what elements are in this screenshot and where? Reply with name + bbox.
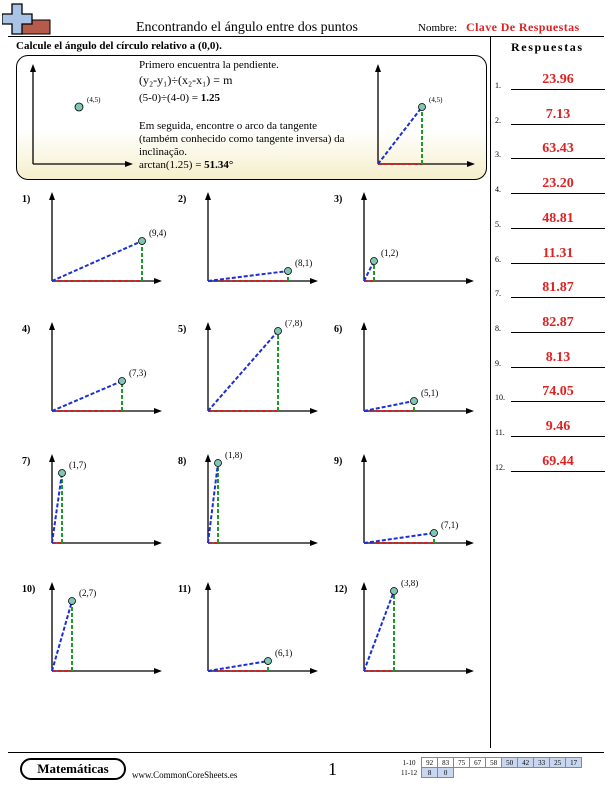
example-axes-right bbox=[375, 64, 475, 167]
y-axis-arrow bbox=[49, 192, 55, 200]
answer-row bbox=[495, 70, 605, 90]
point-label: (7,3) bbox=[129, 368, 147, 378]
x-axis-arrow bbox=[154, 668, 162, 674]
hypotenuse bbox=[52, 241, 142, 281]
point-marker bbox=[215, 460, 222, 467]
example-graphs bbox=[17, 56, 488, 181]
problem-number: 8) bbox=[178, 456, 187, 467]
answer-column-divider bbox=[490, 36, 491, 748]
y-axis-arrow bbox=[361, 582, 367, 590]
problem-11 bbox=[178, 580, 328, 680]
problem-6 bbox=[334, 320, 484, 420]
name-value: Clave De Respuestas bbox=[466, 20, 580, 34]
point-label: (5,1) bbox=[421, 388, 439, 398]
point-marker bbox=[411, 398, 418, 405]
score-cell: 75 bbox=[454, 758, 470, 768]
score-row-label: 11-12 bbox=[401, 768, 418, 777]
problem-7 bbox=[22, 452, 172, 552]
x-axis-arrow bbox=[310, 408, 318, 414]
problem-graph bbox=[178, 452, 328, 552]
example-step2-line1: Em seguida, encontre o arco da tangente bbox=[139, 120, 318, 132]
x-axis-arrow bbox=[466, 278, 474, 284]
answer-number: 8. bbox=[495, 323, 501, 333]
answer-number: 1. bbox=[495, 81, 501, 90]
hypotenuse bbox=[208, 661, 268, 671]
problem-graph bbox=[22, 190, 172, 290]
answer-row bbox=[495, 139, 605, 159]
problem-graph bbox=[334, 452, 484, 552]
answer-value: 11.31 bbox=[542, 245, 574, 261]
problem-1 bbox=[22, 190, 172, 290]
y-axis-arrow bbox=[361, 454, 367, 462]
score-cell: 42 bbox=[518, 758, 534, 768]
answer-number: 4. bbox=[495, 185, 501, 195]
problem-8 bbox=[178, 452, 328, 552]
x-axis-arrow bbox=[154, 408, 162, 414]
score-row bbox=[398, 768, 582, 778]
point-marker bbox=[391, 588, 398, 595]
hypotenuse bbox=[208, 331, 278, 411]
problem-graph bbox=[334, 190, 484, 290]
answer-number: 12. bbox=[495, 462, 505, 472]
y-axis-arrow bbox=[205, 322, 211, 330]
answer-line bbox=[511, 124, 605, 125]
example-box bbox=[16, 55, 487, 180]
score-row bbox=[398, 758, 582, 768]
hypotenuse bbox=[52, 381, 122, 411]
x-axis-arrow bbox=[466, 540, 474, 546]
brand-badge: Matemáticas bbox=[20, 758, 126, 780]
page-number: 1 bbox=[328, 759, 337, 779]
problem-number: 2) bbox=[178, 194, 187, 205]
problem-number: 10) bbox=[22, 584, 36, 595]
example-point-right bbox=[419, 104, 426, 111]
problem-number: 6) bbox=[334, 324, 343, 335]
score-table bbox=[398, 757, 582, 778]
problem-number: 4) bbox=[22, 324, 31, 335]
point-label: (3,8) bbox=[401, 580, 419, 588]
answer-line bbox=[511, 436, 605, 437]
answer-value: 82.87 bbox=[542, 314, 574, 330]
hypotenuse bbox=[52, 473, 62, 543]
y-axis-arrow bbox=[205, 192, 211, 200]
answer-value: 23.96 bbox=[542, 72, 574, 87]
problem-5 bbox=[178, 320, 328, 420]
answer-row bbox=[495, 278, 605, 298]
point-label: (1,8) bbox=[225, 452, 243, 460]
answer-value: 7.13 bbox=[545, 106, 571, 122]
x-axis-arrow bbox=[154, 278, 162, 284]
point-label: (7,1) bbox=[441, 520, 459, 530]
example-hypotenuse bbox=[378, 107, 422, 164]
score-cell: 17 bbox=[566, 758, 582, 768]
answer-value: 23.20 bbox=[542, 176, 574, 192]
point-label: (2,7) bbox=[79, 588, 97, 598]
point-marker bbox=[119, 378, 126, 385]
y-axis-arrow bbox=[49, 322, 55, 330]
answer-row bbox=[495, 105, 605, 125]
problem-graph bbox=[22, 320, 172, 420]
point-marker bbox=[431, 530, 438, 537]
answer-line bbox=[511, 297, 605, 298]
answer-line bbox=[511, 471, 605, 472]
problem-number: 12) bbox=[334, 584, 348, 595]
example-point-left bbox=[75, 103, 83, 111]
answer-row bbox=[495, 209, 605, 229]
example-arctan-calc: arctan(1.25) = 51.34° bbox=[139, 159, 234, 171]
problem-2 bbox=[178, 190, 328, 290]
answer-line bbox=[511, 193, 605, 194]
score-cell: 83 bbox=[438, 758, 454, 768]
score-cell: 58 bbox=[486, 758, 502, 768]
score-cell: 8 bbox=[422, 768, 438, 778]
hypotenuse bbox=[208, 463, 218, 543]
score-cell: 50 bbox=[502, 758, 518, 768]
answer-value: 81.87 bbox=[542, 280, 574, 296]
answer-line bbox=[511, 367, 605, 368]
answer-number: 7. bbox=[495, 289, 501, 299]
plus-logo-icon bbox=[2, 2, 54, 40]
y-axis-arrow bbox=[361, 322, 367, 330]
point-label: (6,1) bbox=[275, 648, 293, 658]
answer-value: 8.13 bbox=[545, 349, 571, 365]
point-marker bbox=[59, 470, 66, 477]
y-axis-arrow bbox=[361, 192, 367, 200]
page-title: Encontrando el ángulo entre dos puntos bbox=[136, 20, 359, 35]
point-label: (1,7) bbox=[69, 460, 87, 470]
problem-graph bbox=[178, 190, 328, 290]
problem-graph bbox=[334, 580, 484, 680]
answer-row bbox=[495, 244, 605, 264]
answer-row bbox=[495, 417, 605, 437]
answer-line bbox=[511, 158, 605, 159]
point-label: (7,8) bbox=[285, 320, 303, 328]
problem-graph bbox=[178, 580, 328, 680]
answer-number: 11. bbox=[495, 428, 505, 437]
y-axis-arrow bbox=[205, 454, 211, 462]
answer-value: 63.43 bbox=[542, 141, 574, 157]
problem-10 bbox=[22, 580, 172, 680]
problem-number: 9) bbox=[334, 456, 343, 467]
point-label: (1,2) bbox=[381, 248, 399, 258]
example-step2-line3: inclinação. bbox=[139, 146, 187, 158]
point-label: (9,4) bbox=[149, 228, 167, 238]
answer-row bbox=[495, 174, 605, 194]
answer-value: 74.05 bbox=[542, 384, 574, 400]
score-row-label: 1-10 bbox=[402, 758, 416, 767]
point-marker bbox=[265, 658, 272, 665]
answer-line bbox=[511, 89, 605, 90]
example-axes-left bbox=[30, 64, 133, 167]
y-axis-arrow bbox=[205, 582, 211, 590]
example-slope-formula: (y₂-y₁)÷(x₂-x₁) = m bbox=[139, 73, 233, 87]
point-marker bbox=[371, 258, 378, 265]
problem-graph bbox=[178, 320, 328, 420]
problem-number: 5) bbox=[178, 324, 187, 335]
score-cell: 67 bbox=[470, 758, 486, 768]
answer-line bbox=[511, 332, 605, 333]
x-axis-arrow bbox=[310, 540, 318, 546]
instruction-text: Calcule el ángulo del círculo relativo a (0,0). bbox=[16, 40, 222, 52]
x-axis-arrow bbox=[154, 540, 162, 546]
answer-number: 9. bbox=[495, 358, 501, 368]
answer-number: 10. bbox=[495, 393, 505, 403]
problem-9 bbox=[334, 452, 484, 552]
answer-value: 9.46 bbox=[545, 419, 571, 434]
point-marker bbox=[275, 328, 282, 335]
problem-number: 1) bbox=[22, 194, 31, 205]
answer-number: 6. bbox=[495, 254, 501, 264]
name-label: Nombre: bbox=[418, 22, 458, 34]
example-slope-calc: (5-0)÷(4-0) = 1.25 bbox=[139, 92, 220, 104]
hypotenuse bbox=[52, 601, 72, 671]
answers-header: Respuestas bbox=[511, 40, 584, 54]
problem-graph bbox=[22, 452, 172, 552]
example-point-label-right: (4,5) bbox=[429, 96, 443, 104]
problem-number: 11) bbox=[178, 584, 191, 595]
answer-row bbox=[495, 452, 605, 472]
problem-12 bbox=[334, 580, 484, 680]
score-cell: 0 bbox=[438, 768, 454, 778]
x-axis-arrow bbox=[310, 278, 318, 284]
score-cell: 25 bbox=[550, 758, 566, 768]
answer-line bbox=[511, 401, 605, 402]
y-axis-arrow bbox=[49, 582, 55, 590]
answer-row bbox=[495, 348, 605, 368]
answer-value: 69.44 bbox=[542, 453, 574, 469]
problem-4 bbox=[22, 320, 172, 420]
problem-graph bbox=[334, 320, 484, 420]
hypotenuse bbox=[364, 401, 414, 411]
point-marker bbox=[285, 268, 292, 275]
problem-number: 7) bbox=[22, 456, 31, 467]
site-url: www.CommonCoreSheets.es bbox=[132, 770, 238, 780]
x-axis-arrow bbox=[466, 668, 474, 674]
answer-row bbox=[495, 313, 605, 333]
header-divider bbox=[8, 36, 604, 37]
answer-line bbox=[511, 228, 605, 229]
example-step1: Primero encuentra la pendiente. bbox=[139, 59, 279, 71]
hypotenuse bbox=[364, 533, 434, 543]
answer-line bbox=[511, 263, 605, 264]
example-point-label-left: (4,5) bbox=[87, 96, 101, 104]
answer-row bbox=[495, 382, 605, 402]
footer-divider bbox=[8, 752, 604, 753]
point-marker bbox=[69, 598, 76, 605]
example-step2-line2: (também conhecido como tangente inversa) da bbox=[139, 133, 345, 145]
x-axis-arrow bbox=[466, 408, 474, 414]
hypotenuse bbox=[208, 271, 288, 281]
point-marker bbox=[139, 238, 146, 245]
hypotenuse bbox=[364, 591, 394, 671]
score-cell: 33 bbox=[534, 758, 550, 768]
point-label: (8,1) bbox=[295, 258, 313, 268]
answer-number: 2. bbox=[495, 115, 501, 125]
answer-number: 5. bbox=[495, 219, 501, 229]
answer-value: 48.81 bbox=[542, 210, 574, 226]
score-cell: 92 bbox=[422, 758, 438, 768]
problem-graph bbox=[22, 580, 172, 680]
answer-number: 3. bbox=[495, 150, 501, 160]
problem-number: 3) bbox=[334, 194, 343, 205]
y-axis-arrow bbox=[49, 454, 55, 462]
x-axis-arrow bbox=[310, 668, 318, 674]
problem-3 bbox=[334, 190, 484, 290]
